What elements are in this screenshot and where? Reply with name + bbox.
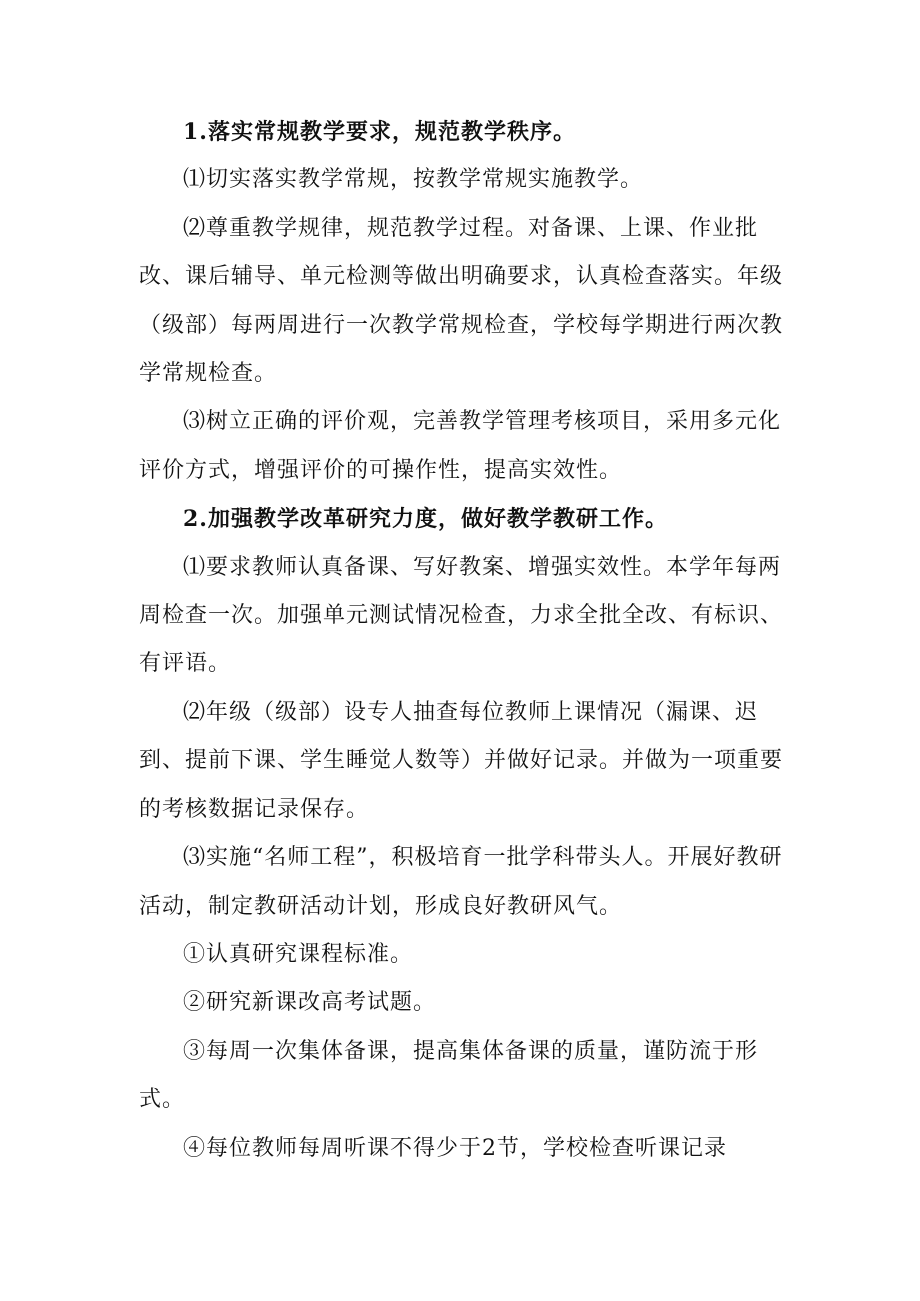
document-body (139, 108, 789, 1173)
list-item: ②研究新课改高考试题。 (183, 990, 437, 1016)
paragraph: ⑶实施“名师工程”，积极培育一批学科带头人。开展好教研活动，制定教研活动计划，形成良好教研风气。 (139, 845, 783, 919)
section-heading: 1.落实常规教学要求，规范教学秩序。 (183, 119, 576, 145)
paragraph: ⑵尊重教学规律，规范教学过程。对备课、上课、作业批改、课后辅导、单元检测等做出明确要求，认真检查落实。年级（级部）每两周进行一次教学常规检查，学校每学期进行两次教学常规检查。 (139, 215, 784, 387)
list-item: ①认真研究课程标准。 (183, 941, 414, 967)
section-heading: 2.加强教学改革研究力度，做好教学教研工作。 (183, 506, 668, 533)
paragraph: ⑶树立正确的评价观，完善教学管理考核项目，采用多元化评价方式，增强评价的可操作性，提高实效性。 (139, 409, 782, 483)
paragraph: ⑴要求教师认真备课、写好教案、增强实效性。本学年每两周检查一次。加强单元测试情况检查，力求全批全改、有标识、有评语。 (139, 554, 784, 677)
list-item: ④每位教师每周听课不得少于2节，学校检查听课记录 (183, 1135, 727, 1161)
list-item: ③每周一次集体备课，提高集体备课的质量，谨防流于形式。 (139, 1038, 759, 1113)
paragraph: ⑴切实落实教学常规，按教学常规实施教学。 (183, 167, 644, 193)
paragraph: ⑵年级（级部）设专人抽查每位教师上课情况（漏课、迟到、提前下课、学生睡觉人数等）并做好记录。并做为一项重要的考核数据记录保存。 (139, 699, 784, 822)
